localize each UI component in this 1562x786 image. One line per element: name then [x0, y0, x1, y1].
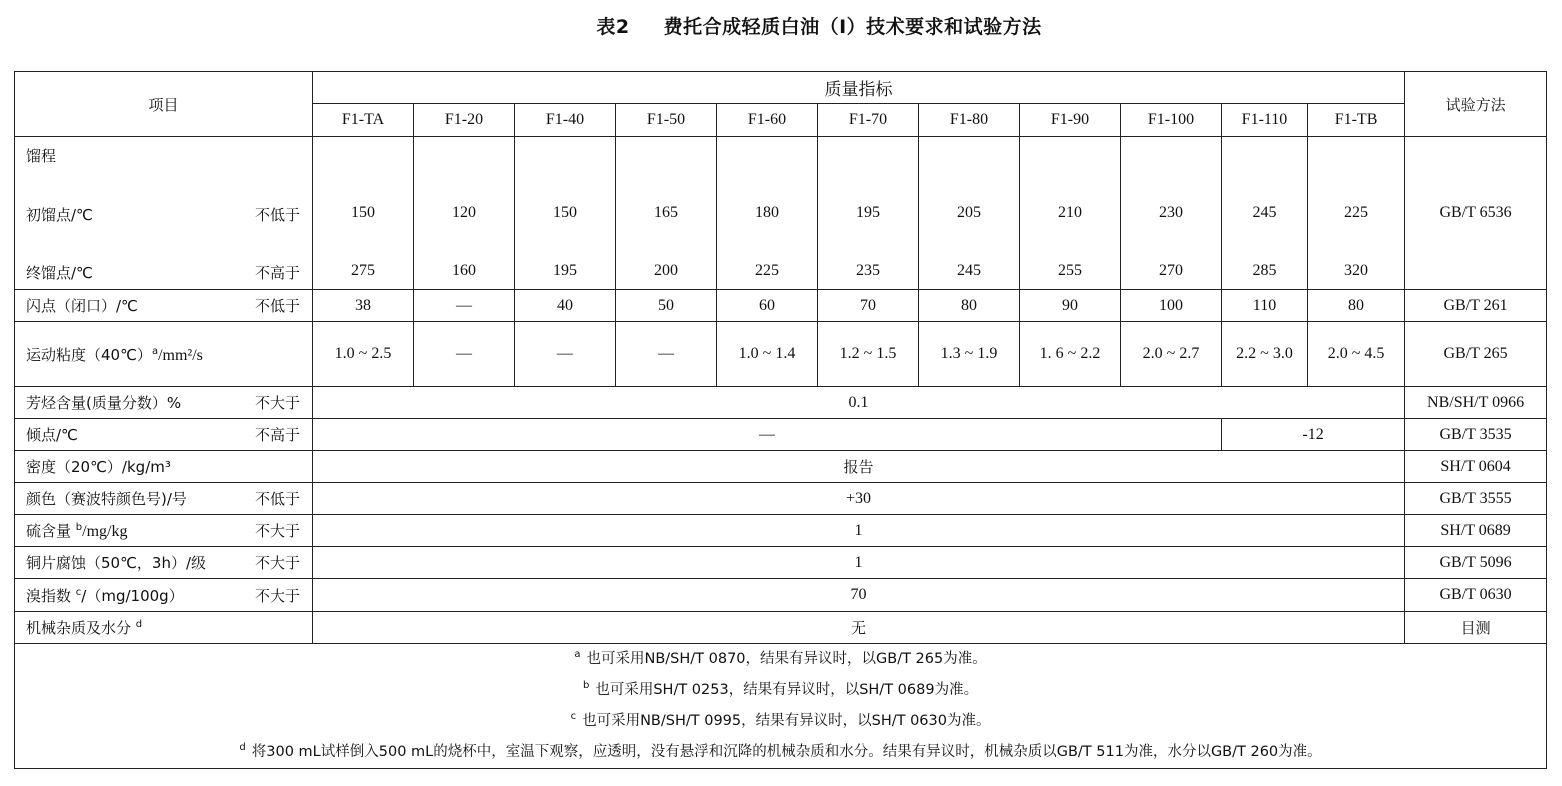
spec-table — [14, 71, 1547, 769]
ibp-label: 初馏点/℃ — [26, 205, 93, 224]
method-aromatics: NB/SH/T 0966 — [1405, 387, 1547, 419]
grade-header: F1-110 — [1222, 104, 1308, 137]
grade-header: F1-70 — [818, 104, 919, 137]
header-item: 项目 — [15, 72, 313, 137]
bromine-index-unit: /（mg/100g） — [81, 586, 184, 605]
fbp-value: 270 — [1159, 261, 1183, 279]
method-pour-point: GB/T 3535 — [1405, 419, 1547, 451]
row-flash-point — [15, 290, 1547, 322]
ibp-value: 150 — [553, 203, 577, 221]
viscosity-value: — — [515, 322, 616, 387]
flash-point-value: 50 — [616, 290, 717, 322]
sulfur-value: 1 — [313, 515, 1405, 547]
grade-header: F1-40 — [515, 104, 616, 137]
viscosity-value: 1.2 ~ 1.5 — [818, 322, 919, 387]
fbp-value: 275 — [351, 261, 375, 279]
bromine-index-value: 70 — [313, 579, 1405, 612]
sulfur-unit: /mg/kg — [82, 523, 128, 540]
ibp-value: 165 — [654, 203, 678, 221]
footnotes-row — [15, 644, 1547, 769]
flash-point-value: 38 — [313, 290, 414, 322]
header-test-method: 试验方法 — [1405, 72, 1547, 137]
grade-header: F1-20 — [414, 104, 515, 137]
fbp-value: 285 — [1252, 261, 1277, 279]
pour-point-value-right: -12 — [1222, 419, 1405, 451]
flash-point-label: 闪点（闭口）/℃ — [26, 297, 138, 315]
fbp-limit: 不高于 — [254, 263, 300, 282]
color-label: 颜色（赛波特颜色号)/号 — [26, 490, 187, 508]
row-copper-corrosion — [15, 547, 1547, 579]
copper-corrosion-label: 铜片腐蚀（50℃，3h）/级 — [26, 554, 207, 572]
grade-header: F1-60 — [717, 104, 818, 137]
method-copper-corrosion: GB/T 5096 — [1405, 547, 1547, 579]
fbp-value: 225 — [755, 261, 779, 279]
viscosity-value: 1.0 ~ 2.5 — [313, 322, 414, 387]
grade-header: F1-100 — [1121, 104, 1222, 137]
row-distillation — [15, 137, 1547, 290]
method-flash-point: GB/T 261 — [1405, 290, 1547, 322]
viscosity-value: 1. 6 ~ 2.2 — [1020, 322, 1121, 387]
fbp-value: 320 — [1344, 261, 1369, 279]
item-distillation — [15, 137, 313, 290]
flash-point-value: 40 — [515, 290, 616, 322]
ibp-limit: 不低于 — [254, 205, 300, 224]
row-sulfur — [15, 515, 1547, 547]
fbp-value: 195 — [553, 261, 577, 279]
method-distillation: GB/T 6536 — [1405, 137, 1547, 290]
flash-point-value: 80 — [919, 290, 1020, 322]
impurities-value: 无 — [313, 612, 1405, 644]
table-caption: 费托合成轻质白油（Ⅰ）技术要求和试验方法 — [663, 16, 1042, 38]
viscosity-label: 运动粘度（40℃） — [26, 345, 152, 364]
density-value: 报告 — [313, 451, 1405, 483]
ibp-value: 150 — [351, 203, 375, 221]
footnote-ref-d: d — [135, 619, 143, 630]
ibp-value: 210 — [1058, 203, 1082, 221]
method-color: GB/T 3555 — [1405, 483, 1547, 515]
fbp-value: 160 — [452, 261, 476, 279]
flash-point-limit: 不低于 — [254, 297, 300, 315]
density-label: 密度（20℃）/kg/m³ — [26, 458, 171, 476]
ibp-value: 180 — [755, 203, 779, 221]
row-density — [15, 451, 1547, 483]
sulfur-label: 硫含量 — [26, 522, 72, 540]
aromatics-value: 0.1 — [313, 387, 1405, 419]
table-number: 表2 — [596, 16, 630, 38]
footnote-ref-b: b — [75, 522, 83, 533]
method-bromine-index: GB/T 0630 — [1405, 579, 1547, 612]
flash-point-value: — — [414, 290, 515, 322]
flash-point-value: 90 — [1020, 290, 1121, 322]
footnote-d: $^d$ 将300 mL试样倒入500 mL的烧杯中，室温下观察，应透明，没有悬浮和沉降的机械杂质和水分。结果有异议时，机械杂质以GB/T 511为准，水分以GB/T 260为准。 — [239, 742, 1322, 760]
row-viscosity — [15, 322, 1547, 387]
ibp-value: 205 — [957, 203, 981, 221]
aromatics-limit: 不大于 — [254, 394, 300, 412]
footnotes — [15, 644, 1547, 769]
method-viscosity: GB/T 265 — [1405, 322, 1547, 387]
method-impurities: 目测 — [1405, 612, 1547, 644]
fbp-label: 终馏点/℃ — [26, 263, 93, 282]
viscosity-value: — — [414, 322, 515, 387]
footnote-b: $^b$ 也可采用SH/T 0253，结果有异议时，以SH/T 0689为准。 — [582, 680, 979, 698]
method-density: SH/T 0604 — [1405, 451, 1547, 483]
flash-point-value: 100 — [1121, 290, 1222, 322]
fbp-value: 255 — [1058, 261, 1082, 279]
copper-corrosion-limit: 不大于 — [254, 554, 300, 572]
flash-point-value: 80 — [1308, 290, 1405, 322]
grade-header: F1-TB — [1308, 104, 1405, 137]
grade-header: F1-50 — [616, 104, 717, 137]
viscosity-unit: /mm²/s — [158, 346, 203, 364]
row-color — [15, 483, 1547, 515]
footnote-ref-a: a — [151, 345, 159, 357]
viscosity-value: 1.3 ~ 1.9 — [919, 322, 1020, 387]
aromatics-label: 芳烃含量(质量分数）% — [26, 394, 182, 412]
viscosity-value: 2.0 ~ 2.7 — [1121, 322, 1222, 387]
bromine-index-limit: 不大于 — [254, 586, 300, 605]
fbp-value: 200 — [654, 261, 678, 279]
distillation-label: 馏程 — [26, 146, 57, 165]
impurities-label: 机械杂质及水分 — [26, 619, 132, 637]
viscosity-value: 2.2 ~ 3.0 — [1222, 322, 1308, 387]
ibp-value: 195 — [856, 203, 880, 221]
color-limit: 不低于 — [254, 490, 300, 508]
row-impurities — [15, 612, 1547, 644]
table-title — [0, 12, 1562, 39]
pour-point-value-left: — — [313, 419, 1222, 451]
footnote-a: $^a$ 也可采用NB/SH/T 0870，结果有异议时，以GB/T 265为准。 — [574, 649, 987, 667]
ibp-value: 230 — [1159, 203, 1183, 221]
ibp-value: 245 — [1252, 203, 1277, 221]
color-value: +30 — [313, 483, 1405, 515]
fbp-value: 235 — [856, 261, 880, 279]
grade-header: F1-TA — [313, 104, 414, 137]
sulfur-limit: 不大于 — [254, 522, 300, 540]
row-aromatics — [15, 387, 1547, 419]
bromine-index-label: 溴指数 — [26, 586, 72, 605]
row-bromine-index — [15, 579, 1547, 612]
footnote-ref-c: c — [75, 586, 82, 598]
ibp-value: 225 — [1344, 203, 1369, 221]
footnote-c: $^c$ 也可采用NB/SH/T 0995，结果有异议时，以SH/T 0630为准。 — [570, 711, 991, 729]
copper-corrosion-value: 1 — [313, 547, 1405, 579]
viscosity-value: — — [616, 322, 717, 387]
grade-header: F1-80 — [919, 104, 1020, 137]
header-quality-index: 质量指标 — [313, 72, 1405, 104]
row-pour-point — [15, 419, 1547, 451]
ibp-value: 120 — [452, 203, 476, 221]
grade-header: F1-90 — [1020, 104, 1121, 137]
pour-point-label: 倾点/℃ — [26, 426, 78, 444]
viscosity-value: 2.0 ~ 4.5 — [1308, 322, 1405, 387]
flash-point-value: 110 — [1222, 290, 1308, 322]
flash-point-value: 60 — [717, 290, 818, 322]
pour-point-limit: 不高于 — [254, 426, 300, 444]
fbp-value: 245 — [957, 261, 981, 279]
flash-point-value: 70 — [818, 290, 919, 322]
method-sulfur: SH/T 0689 — [1405, 515, 1547, 547]
viscosity-value: 1.0 ~ 1.4 — [717, 322, 818, 387]
